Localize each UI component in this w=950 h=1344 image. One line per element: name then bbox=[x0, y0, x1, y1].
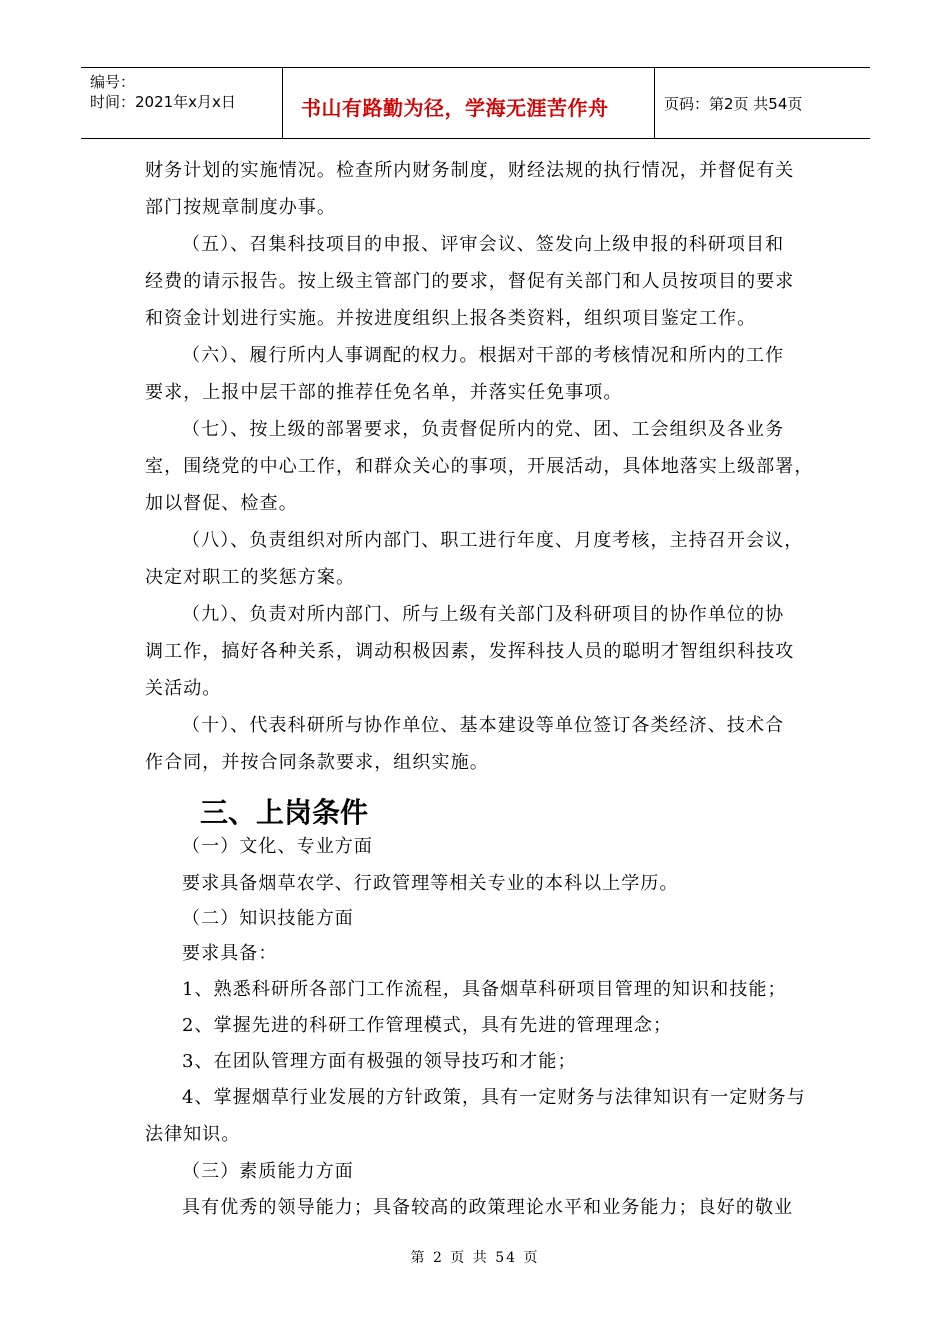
body-line: 财务计划的实施情况。检查所内财务制度，财经法规的执行情况，并督促有关 bbox=[145, 160, 795, 181]
body-line: 要求，上报中层干部的推荐任免名单，并落实任免事项。 bbox=[145, 382, 623, 403]
body-line: 决定对职工的奖惩方案。 bbox=[145, 567, 356, 588]
body-line: （五）、召集科技项目的申报、评审会议、签发向上级申报的科研项目和 bbox=[182, 234, 785, 255]
body-line: 和资金计划进行实施。并按进度组织上报各类资料，组织项目鉴定工作。 bbox=[145, 308, 757, 329]
section-line: （二）知识技能方面 bbox=[182, 908, 354, 929]
body-line: （六）、履行所内人事调配的权力。根据对干部的考核情况和所内的工作 bbox=[182, 345, 785, 366]
page-header bbox=[81, 67, 870, 139]
body-line: 加以督促、检查。 bbox=[145, 493, 298, 514]
section-line: （三）素质能力方面 bbox=[182, 1161, 354, 1182]
section-line: 要求具备烟草农学、行政管理等相关专业的本科以上学历。 bbox=[182, 873, 679, 894]
motto-text: 书山有路勤为径，学海无涯苦作舟 bbox=[301, 96, 609, 120]
header-page-cell bbox=[655, 68, 870, 138]
page-footer: 第 2 页 共 54 页 bbox=[410, 1250, 540, 1266]
section-line: 要求具备： bbox=[182, 943, 278, 964]
section-line: 具有优秀的领导能力；具备较高的政策理论水平和业务能力；良好的敬业 bbox=[182, 1197, 794, 1218]
date-line: 时间：2021年x月x日 bbox=[90, 93, 236, 111]
page-info: 页码：第2页 共54页 bbox=[664, 95, 803, 113]
section-heading: 三、上岗条件 bbox=[200, 796, 369, 829]
body-line: （十）、代表科研所与协作单位、基本建设等单位签订各类经济、技术合 bbox=[182, 715, 785, 736]
section-line: 法律知识。 bbox=[145, 1124, 241, 1145]
body-line: （八）、负责组织对所内部门、职工进行年度、月度考核，主持召开会议， bbox=[182, 530, 804, 551]
header-meta-cell bbox=[81, 68, 283, 138]
body-line: 经费的请示报告。按上级主管部门的要求，督促有关部门和人员按项目的要求 bbox=[145, 271, 795, 292]
section-line: （一）文化、专业方面 bbox=[182, 836, 373, 857]
body-line: （七）、按上级的部署要求，负责督促所内的党、团、工会组织及各业务 bbox=[182, 419, 785, 440]
section-line: 1、熟悉科研所各部门工作流程，具备烟草科研项目管理的知识和技能； bbox=[182, 979, 787, 1000]
section-line: 3、在团队管理方面有极强的领导技巧和才能； bbox=[182, 1051, 577, 1072]
body-line: 部门按规章制度办事。 bbox=[145, 197, 336, 218]
body-line: 调工作，搞好各种关系，调动积极因素，发挥科技人员的聪明才智组织科技攻 bbox=[145, 641, 795, 662]
body-line: 关活动。 bbox=[145, 678, 222, 699]
section-line: 4、掌握烟草行业发展的方针政策，具有一定财务与法律知识有一定财务与 bbox=[182, 1087, 806, 1108]
section-line: 2、掌握先进的科研工作管理模式，具有先进的管理理念； bbox=[182, 1015, 673, 1036]
body-line: （九）、负责对所内部门、所与上级有关部门及科研项目的协作单位的协 bbox=[182, 604, 785, 625]
body-line: 室，围绕党的中心工作，和群众关心的事项，开展活动，具体地落实上级部署， bbox=[145, 456, 814, 477]
serial-number-label: 编号： bbox=[90, 73, 136, 91]
header-motto-cell bbox=[283, 68, 655, 138]
body-line: 作合同，并按合同条款要求，组织实施。 bbox=[145, 752, 489, 773]
